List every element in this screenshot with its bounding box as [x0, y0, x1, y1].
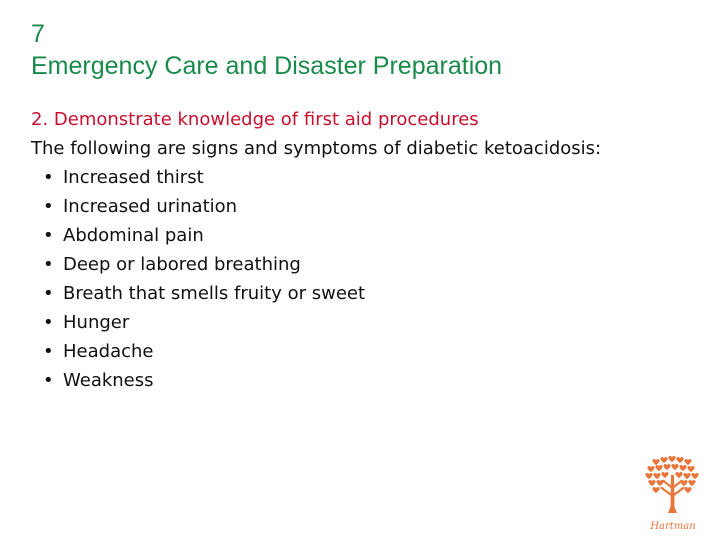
- symptom-label: Hunger: [63, 312, 130, 333]
- bullet-icon: •: [43, 167, 54, 188]
- list-item: [31, 221, 701, 250]
- bullet-icon: •: [43, 225, 54, 246]
- bullet-icon: •: [43, 312, 54, 333]
- list-item: [31, 250, 701, 279]
- symptom-label: Increased thirst: [63, 167, 204, 188]
- symptom-label: Increased urination: [63, 196, 238, 217]
- chapter-number: 7: [31, 20, 45, 48]
- list-item: [31, 163, 701, 192]
- logo-wordmark: Hartman: [650, 521, 696, 532]
- chapter-title: Emergency Care and Disaster Preparation: [31, 52, 503, 80]
- symptom-label: Abdominal pain: [63, 225, 204, 246]
- slide-content: [31, 105, 701, 395]
- list-item: [31, 337, 701, 366]
- intro-text: The following are signs and symptoms of diabetic ketoacidosis:: [31, 138, 602, 159]
- heart-tree-icon: [640, 455, 706, 535]
- symptom-label: Breath that smells fruity or sweet: [63, 283, 366, 304]
- list-item: [31, 192, 701, 221]
- bullet-icon: •: [43, 254, 54, 275]
- list-item: [31, 279, 701, 308]
- bullet-icon: •: [43, 196, 54, 217]
- chapter-header: [31, 18, 502, 82]
- bullet-icon: •: [43, 370, 54, 391]
- hartman-logo: [640, 455, 706, 535]
- symptom-label: Headache: [63, 341, 154, 362]
- list-item: [31, 366, 701, 395]
- learning-objective: 2. Demonstrate knowledge of first aid procedures: [31, 109, 479, 130]
- symptom-label: Deep or labored breathing: [63, 254, 301, 275]
- bullet-icon: •: [43, 341, 54, 362]
- symptom-list: [31, 163, 701, 395]
- list-item: [31, 308, 701, 337]
- symptom-label: Weakness: [63, 370, 154, 391]
- bullet-icon: •: [43, 283, 54, 304]
